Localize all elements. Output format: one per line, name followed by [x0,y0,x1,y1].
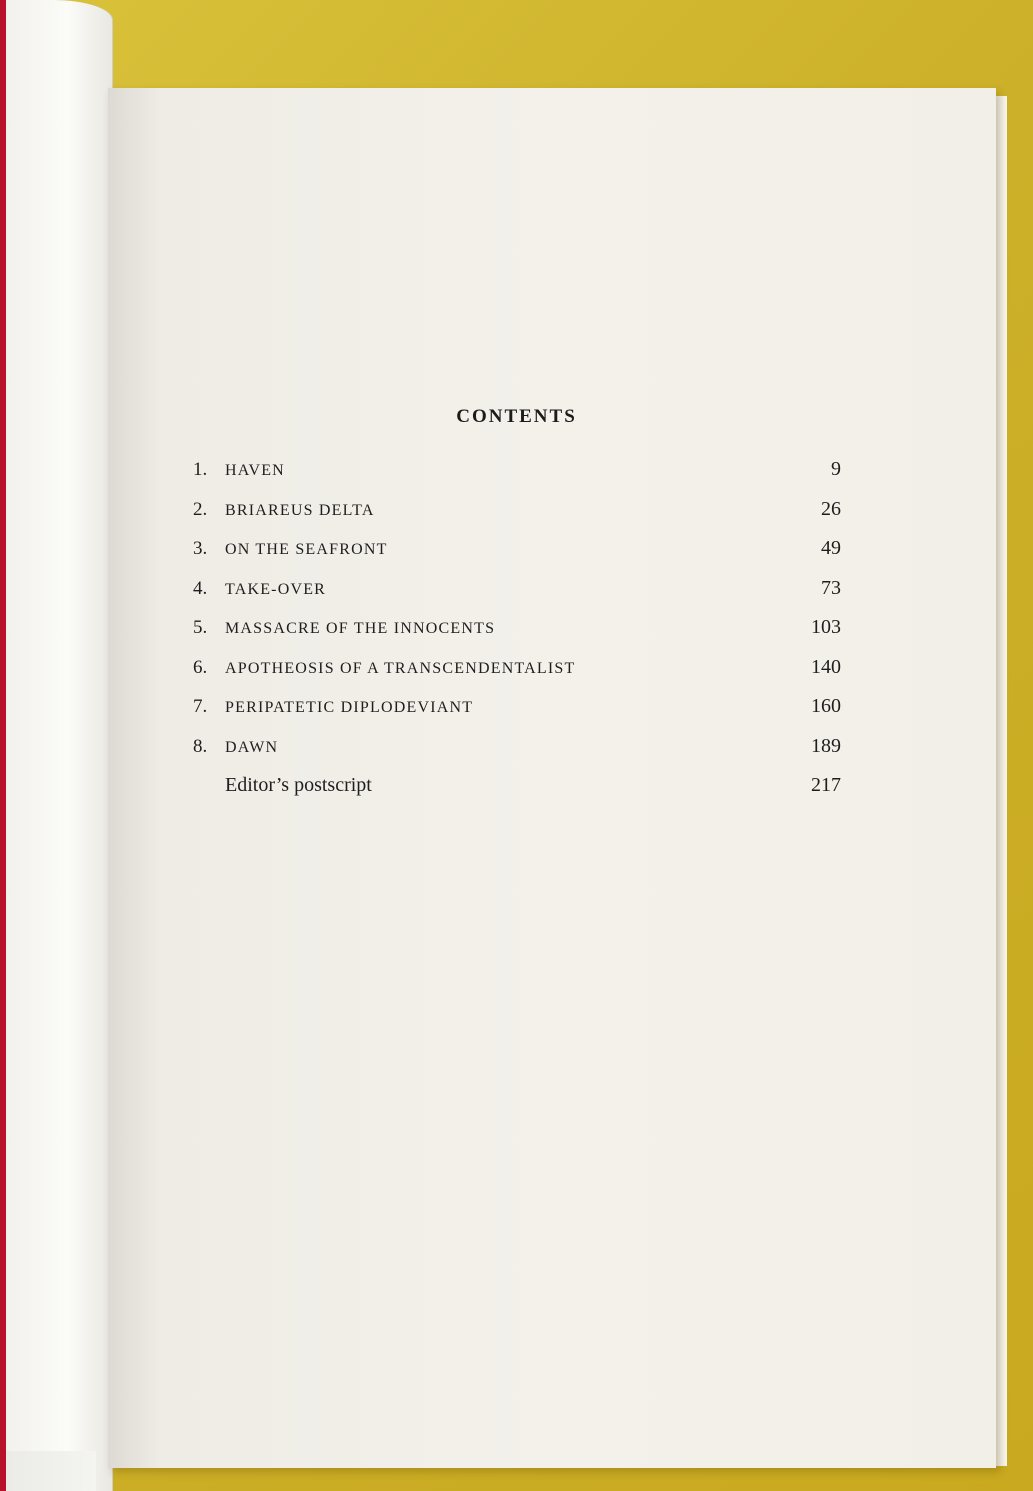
toc-entry-label: HAVEN [225,462,285,479]
toc-entry-8 [193,735,841,775]
table-of-contents [193,458,841,814]
toc-entry-label: ON THE SEAFRONT [225,541,388,558]
toc-entry-number: 5. [193,617,208,638]
toc-entry-page: 49 [821,537,841,559]
toc-entry-number: 1. [193,459,208,480]
facing-page [0,0,113,1491]
toc-entry-number: 4. [193,577,208,599]
toc-entry-postscript [193,774,841,814]
facing-page-bottom [0,1451,96,1491]
toc-entry-2 [193,498,841,538]
toc-entry-label: Editor’s postscript [225,774,372,796]
toc-entry-label: MASSACRE OF THE INNOCENTS [225,620,496,637]
toc-entry-label: BRIAREUS DELTA [225,501,375,519]
book-cover-edge [0,0,6,1491]
toc-entry-7 [193,695,841,735]
toc-entry-number: 2. [193,498,208,520]
toc-entry-6 [193,656,841,696]
toc-entry-1 [193,458,841,498]
toc-entry-page: 160 [811,695,841,717]
toc-entry-page: 140 [811,655,841,678]
toc-entry-3 [193,537,841,577]
toc-entry-page: 73 [821,576,841,599]
toc-entry-number: 6. [193,656,208,678]
toc-entry-label: APOTHEOSIS OF A TRANSCENDENTALIST [225,659,576,677]
toc-entry-page: 217 [811,774,841,796]
toc-entry-number: 8. [193,735,208,757]
toc-entry-label: DAWN [225,738,279,756]
toc-entry-page: 26 [821,497,841,520]
toc-entry-4 [193,577,841,617]
toc-entry-number: 3. [193,538,208,559]
toc-entry-number: 7. [193,696,208,717]
toc-entry-label: PERIPATETIC DIPLODEVIANT [225,699,474,716]
toc-entry-label: TAKE-OVER [225,580,327,598]
toc-entry-page: 189 [811,734,841,757]
toc-entry-page: 9 [831,458,841,480]
contents-title: CONTENTS [456,406,577,427]
toc-entry-page: 103 [811,616,841,638]
toc-entry-5 [193,616,841,656]
